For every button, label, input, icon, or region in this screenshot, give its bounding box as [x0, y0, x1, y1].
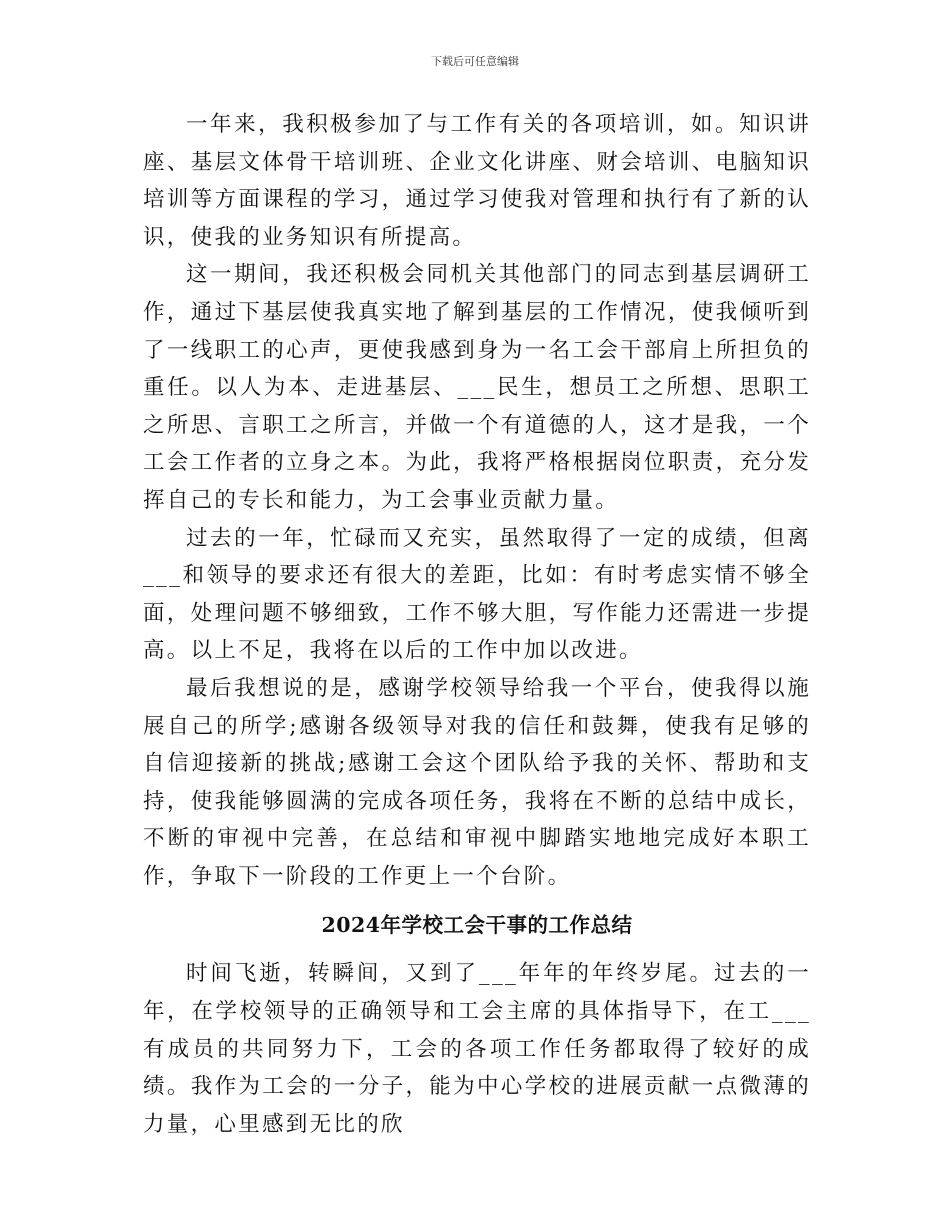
paragraph-training: 一年来，我积极参加了与工作有关的各项培训，如。知识讲座、基层文体骨干培训班、企业文化讲座、财会培训、电脑知识培训等方面课程的学习，通过学习使我对管理和执行有了新的认识，使我的业务知识有所提高。	[143, 112, 811, 250]
document-body	[143, 106, 811, 1143]
paragraph-summary-intro: 时间飞逝，转瞬间，又到了___年年的年终岁尾。过去的一年，在学校领导的正确领导和工会主席的具体指导下，在工___有成员的共同努力下，工会的各项工作任务都取得了较好的成绩。我作为工会的一分子，能为中心学校的进展贡献一点微薄的力量，心里感到无比的欣	[143, 961, 811, 1137]
section-title: 2024年学校工会干事的工作总结	[321, 913, 633, 938]
paragraph-thanks: 最后我想说的是，感谢学校领导给我一个平台，使我得以施展自己的所学;感谢各级领导对我的信任和鼓舞，使我有足够的自信迎接新的挑战;感谢工会这个团队给予我的关怀、帮助和支持，使我能够圆满的完成各项任务，我将在不断的总结中成长，不断的审视中完善，在总结和审视中脚踏实地地完成好本职工作，争取下一阶段的工作更上一个台阶。	[143, 675, 811, 889]
paragraph-grassroots: 这一期间，我还积极会同机关其他部门的同志到基层调研工作，通过下基层使我真实地了解到基层的工作情况，使我倾听到了一线职工的心声，更使我感到身为一名工会干部肩上所担负的重任。以人为本、走进基层、___民生，想员工之所想、思职工之所思、言职工之所言，并做一个有道德的人，这才是我，一个工会工作者的立身之本。为此，我将严格根据岗位职责，充分发挥自己的专长和能力，为工会事业贡献力量。	[143, 262, 811, 513]
page-header: 下载后可任意编辑	[431, 55, 519, 68]
paragraph-shortcomings: 过去的一年，忙碌而又充实，虽然取得了一定的成绩，但离___和领导的要求还有很大的差距，比如：有时考虑实情不够全面，处理问题不够细致，工作不够大胆，写作能力还需进一步提高。以上不足，我将在以后的工作中加以改进。	[143, 525, 811, 664]
